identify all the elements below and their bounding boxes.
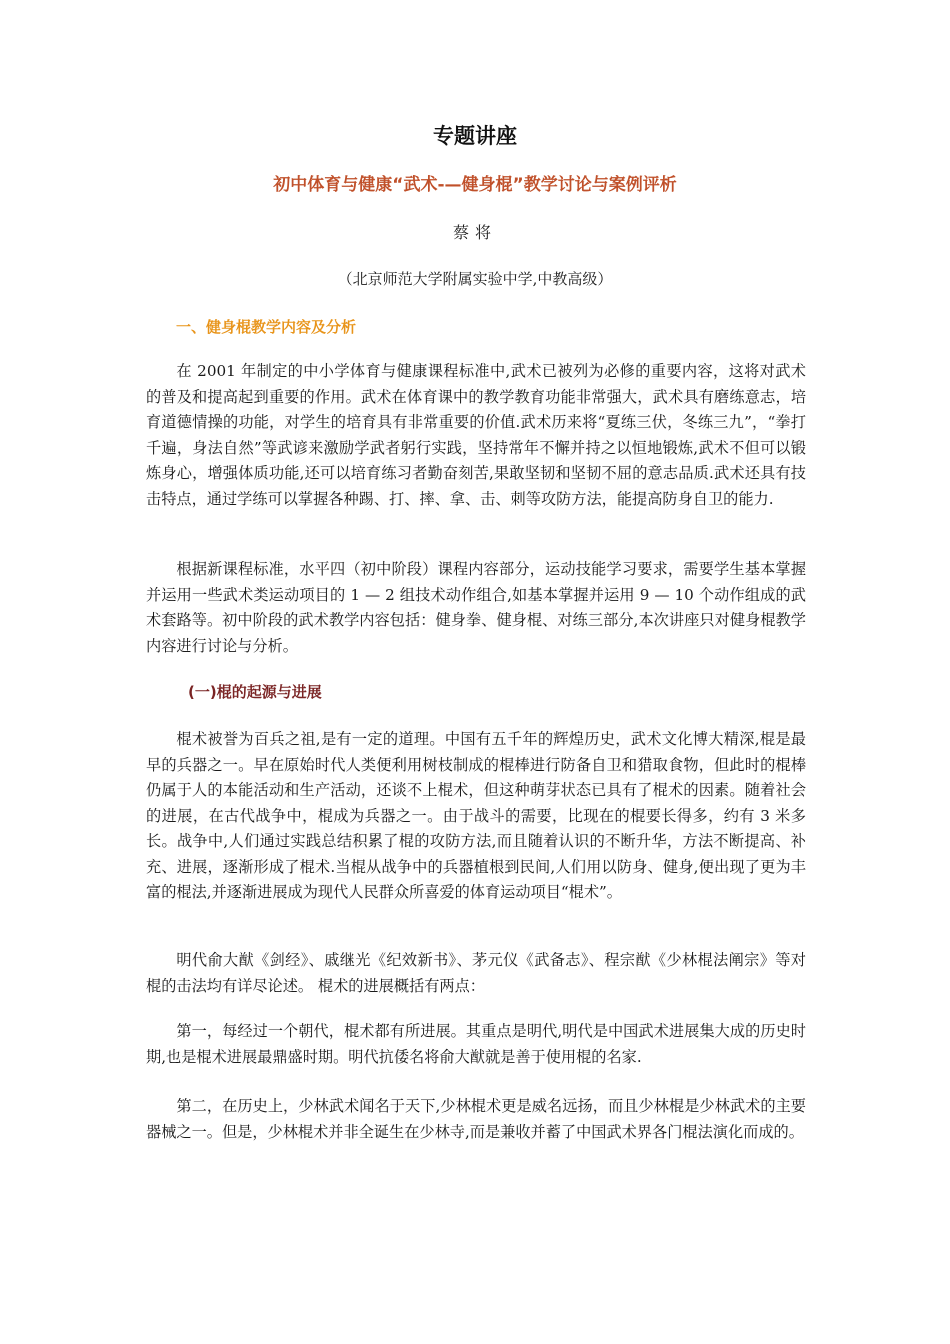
body-paragraph: 棍术被誉为百兵之祖,是有一定的道理。中国有五千年的辉煌历史，武术文化博大精深,棍是最早的兵器之一。早在原始时代人类便利用树枝制成的棍棒进行防备自卫和猎取食物，但此时的棍棒仍属于人的本能活动和生产活动，还谈不上棍术，但这种萌芽状态已具有了棍术的因素。随着社会的进展，在古代战争中，棍成为兵器之一。由于战斗的需要，比现在的棍要长得多，约有 3 米多长。战争中,人们通过实践总结积累了棍的攻防方法,而且随着认识的不断升华，方法不断提高、补充、进展，逐渐形成了棍术.当棍从战争中的兵器植根到民间,人们用以防身、健身,便出现了更为丰富的棍法,并逐渐进展成为现代人民群众所喜爱的体育运动项目“棍术”。	[146, 730, 806, 901]
author-affiliation: （北京师范大学附属实验中学,中教高级）	[337, 270, 613, 288]
section-heading: 一、健身棍教学内容及分析	[176, 318, 357, 336]
document-title: 专题讲座	[433, 124, 517, 148]
subsection-heading: (一)棍的起源与进展	[188, 683, 322, 701]
body-paragraph: 明代俞大猷《剑经》、戚继光《纪效新书》、茅元仪《武备志》、程宗猷《少林棍法阐宗》等对棍的击法均有详尽论述。 棍术的进展概括有两点：	[146, 951, 806, 995]
body-paragraph: 第二，在历史上，少林武术闻名于天下,少林棍术更是威名远扬，而且少林棍是少林武术的主要器械之一。但是，少林棍术并非全诞生在少林寺,而是兼收并蓄了中国武术界各门棍法演化而成的。	[146, 1097, 806, 1141]
body-paragraph: 第一，每经过一个朝代，棍术都有所进展。其重点是明代,明代是中国武术进展集大成的历史时期,也是棍术进展最鼎盛时期。明代抗倭名将俞大猷就是善于使用棍的名家.	[146, 1022, 806, 1066]
document-subtitle: 初中体育与健康“武术-—健身棍”教学讨论与案例评析	[273, 175, 677, 195]
body-paragraph: 在 2001 年制定的中小学体育与健康课程标准中,武术已被列为必修的重要内容，这将对武术的普及和提高起到重要的作用。武术在体育课中的教学教育功能非常强大，武术具有磨练意志，培育道德情操的功能，对学生的培育具有非常重要的价值.武术历来将“夏练三伏，冬练三九”，“拳打千遍，身法自然”等武谚来激励学武者躬行实践，坚持常年不懈并持之以恒地锻炼,武术不但可以锻炼身心，增强体质功能,还可以培育练习者勤奋刻苦,果敢坚韧和坚韧不屈的意志品质.武术还具有技击特点，通过学练可以掌握各种踢、打、摔、拿、击、刺等攻防方法，能提高防身自卫的能力.	[146, 362, 806, 508]
author-name: 蔡将	[452, 223, 497, 242]
body-paragraph: 根据新课程标准，水平四（初中阶段）课程内容部分，运动技能学习要求，需要学生基本掌握并运用一些武术类运动项目的 1 — 2 组技术动作组合,如基本掌握并运用 9 — 10 个动作组成的武术套路等。初中阶段的武术教学内容包括：健身拳、健身棍、对练三部分,本次讲座只对健身棍教学内容进行讨论与分析。	[146, 560, 806, 655]
